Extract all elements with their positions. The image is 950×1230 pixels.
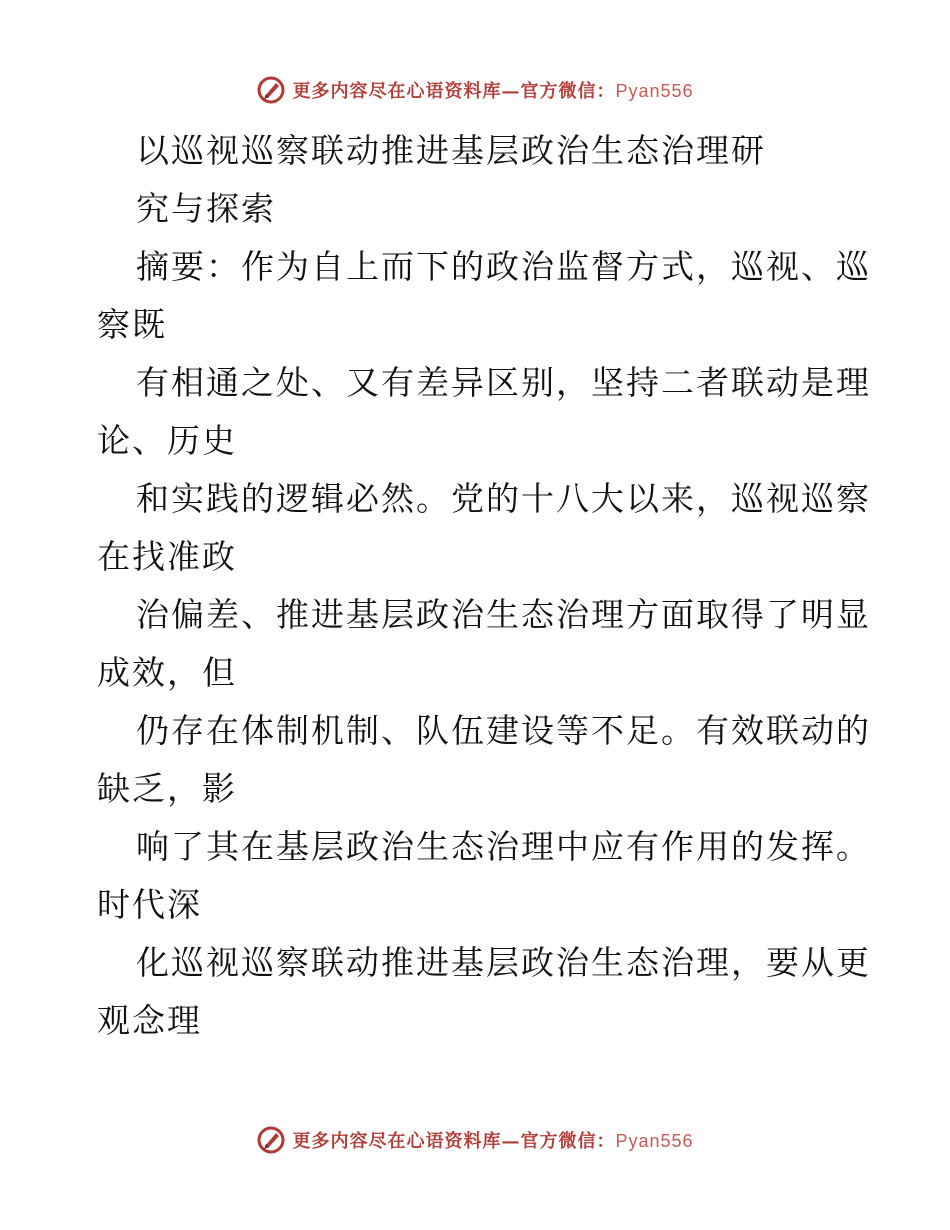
text-line: 察既 [97, 305, 167, 344]
watermark-text: 更多内容尽在心语资料库—官方微信：Pyan556 [292, 1131, 694, 1152]
text-line: 缺乏，影 [97, 769, 237, 808]
pen-logo-icon [256, 1125, 286, 1155]
watermark-header [0, 70, 950, 110]
text-line: 成效，但 [97, 653, 237, 692]
text-line: 和实践的逻辑必然。党的十八大以来，巡视巡察 [136, 479, 871, 518]
text-line: 时代深 [97, 885, 202, 924]
text-line: 摘要：作为自上而下的政治监督方式，巡视、巡 [136, 247, 871, 286]
text-line: 论、历史 [97, 421, 237, 460]
text-line: 治偏差、推进基层政治生态治理方面取得了明显 [136, 595, 871, 634]
pen-logo-icon [256, 75, 286, 105]
text-line: 在找准政 [97, 537, 237, 576]
text-line: 响了其在基层政治生态治理中应有作用的发挥。 [136, 827, 871, 866]
text-line: 究与探索 [136, 189, 276, 228]
text-line: 有相通之处、又有差异区别，坚持二者联动是理 [136, 363, 871, 402]
watermark-footer [0, 1120, 950, 1160]
text-line: 以巡视巡察联动推进基层政治生态治理研 [136, 131, 766, 170]
text-line: 仍存在体制机制、队伍建设等不足。有效联动的 [136, 711, 871, 750]
text-line: 观念理 [97, 1001, 202, 1040]
document-body [97, 122, 871, 1050]
watermark-text: 更多内容尽在心语资料库—官方微信：Pyan556 [292, 81, 694, 102]
text-line: 化巡视巡察联动推进基层政治生态治理，要从更 [136, 943, 871, 982]
